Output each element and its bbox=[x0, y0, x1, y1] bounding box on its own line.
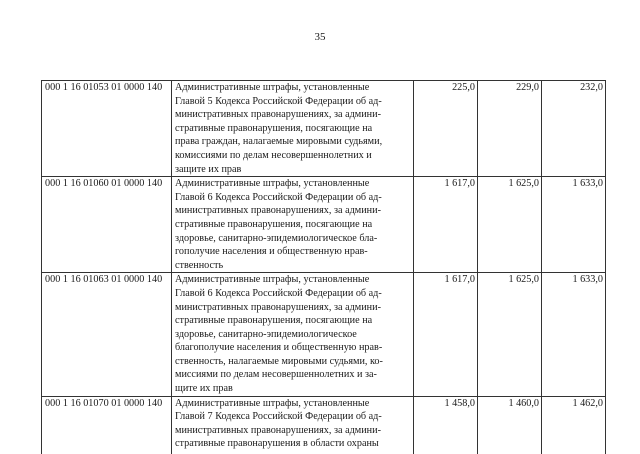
description-line: ственность bbox=[175, 259, 224, 271]
description-line: Главой 5 Кодекса Российской Федерации об ад- bbox=[175, 95, 382, 107]
description-line: щите их прав bbox=[175, 383, 233, 395]
budget-revenue-table bbox=[41, 80, 606, 454]
description-line: стративные правонарушения, посягающие на bbox=[175, 315, 373, 327]
description-cell bbox=[172, 396, 414, 454]
budget-code-cell: 000 1 16 01053 01 0000 140 bbox=[42, 81, 172, 177]
value-cell-3: 1 633,0 bbox=[542, 177, 606, 273]
description-line: здоровье, санитарно-эпидемиологическое bbox=[175, 328, 357, 340]
value-cell-1: 1 617,0 bbox=[414, 273, 478, 396]
description-line: миссиями по делам несовершеннолетних и за- bbox=[175, 369, 377, 381]
value-cell-2: 1 625,0 bbox=[478, 273, 542, 396]
table-row bbox=[42, 273, 606, 396]
value-cell-3: 1 462,0 bbox=[542, 396, 606, 454]
description-line: гополучие населения и общественную нрав- bbox=[175, 246, 368, 258]
value-cell-1: 1 458,0 bbox=[414, 396, 478, 454]
value-cell-1: 1 617,0 bbox=[414, 177, 478, 273]
value-cell-2: 229,0 bbox=[478, 81, 542, 177]
table-row bbox=[42, 177, 606, 273]
description-line: права граждан, налагаемые мировыми судьями, bbox=[175, 136, 383, 148]
description-line: комиссиями по делам несовершеннолетних и bbox=[175, 149, 372, 161]
description-line: Административные штрафы, установленные bbox=[175, 274, 370, 286]
description-line: здоровье, санитарно-эпидемиологическое бла- bbox=[175, 232, 378, 244]
description-line: Главой 6 Кодекса Российской Федерации об ад- bbox=[175, 287, 382, 299]
description-line: Главой 6 Кодекса Российской Федерации об ад- bbox=[175, 191, 382, 203]
value-cell-3: 1 633,0 bbox=[542, 273, 606, 396]
description-line: Административные штрафы, установленные bbox=[175, 397, 370, 409]
description-line: министративных правонарушениях, за админи- bbox=[175, 424, 381, 436]
description-cell bbox=[172, 177, 414, 273]
description-line: Главой 7 Кодекса Российской Федерации об ад- bbox=[175, 411, 382, 423]
budget-code-cell: 000 1 16 01070 01 0000 140 bbox=[42, 396, 172, 454]
description-line: министративных правонарушениях, за админи- bbox=[175, 109, 381, 121]
table-row bbox=[42, 396, 606, 454]
description-line: стративные правонарушения в области охраны bbox=[175, 438, 379, 450]
description-line: Административные штрафы, установленные bbox=[175, 82, 370, 93]
value-cell-1: 225,0 bbox=[414, 81, 478, 177]
description-line: стративные правонарушения, посягающие на bbox=[175, 218, 373, 230]
description-line: министративных правонарушениях, за админи- bbox=[175, 205, 381, 217]
description-line: стративные правонарушения, посягающие на bbox=[175, 122, 373, 134]
description-line: защите их прав bbox=[175, 163, 242, 175]
budget-code-cell: 000 1 16 01060 01 0000 140 bbox=[42, 177, 172, 273]
description-line: ственность, налагаемые мировыми судьями, ко- bbox=[175, 355, 383, 367]
description-cell bbox=[172, 81, 414, 177]
value-cell-3: 232,0 bbox=[542, 81, 606, 177]
page-number: 35 bbox=[314, 31, 326, 43]
description-cell bbox=[172, 273, 414, 396]
description-line: министративных правонарушениях, за админи- bbox=[175, 301, 381, 313]
value-cell-2: 1 625,0 bbox=[478, 177, 542, 273]
description-line: благополучие населения и общественную нрав- bbox=[175, 342, 383, 354]
description-line: Административные штрафы, установленные bbox=[175, 178, 370, 190]
budget-code-cell: 000 1 16 01063 01 0000 140 bbox=[42, 273, 172, 396]
table-row bbox=[42, 81, 606, 177]
value-cell-2: 1 460,0 bbox=[478, 396, 542, 454]
